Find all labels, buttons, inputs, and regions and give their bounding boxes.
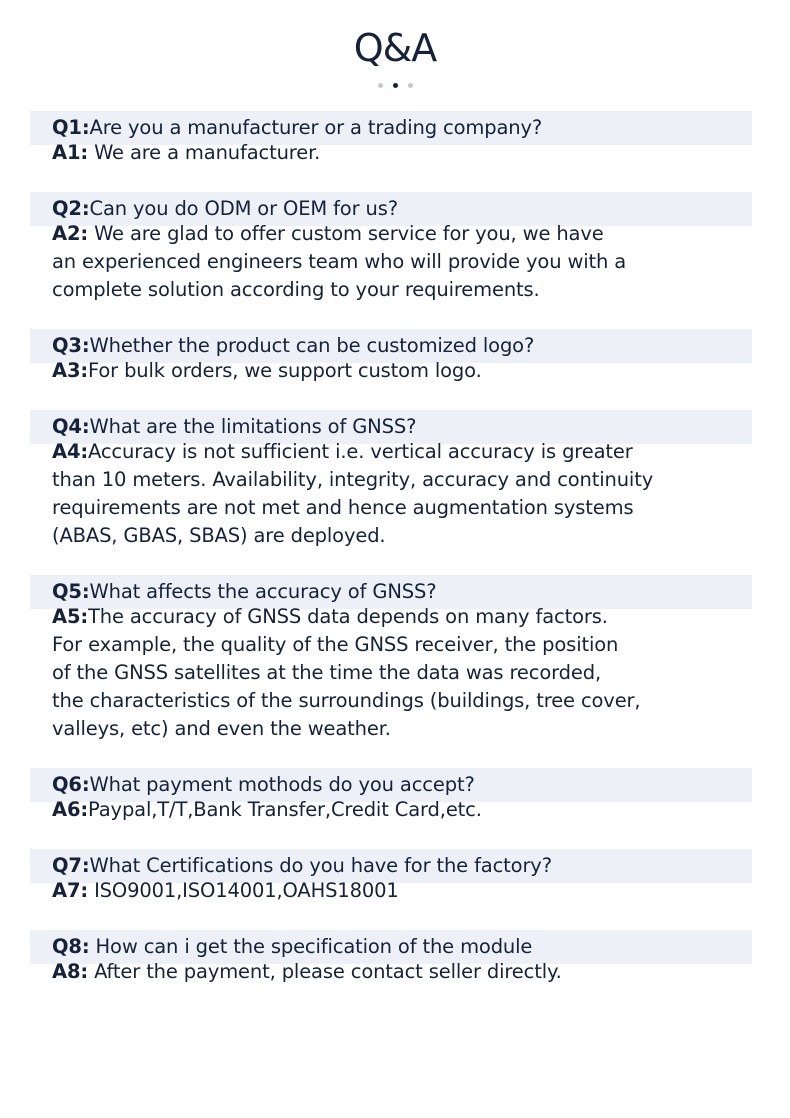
question-text: What Certifications do you have for the factory? xyxy=(89,854,552,877)
answer-text: We are a manufacturer. xyxy=(88,141,321,164)
answer-line xyxy=(52,715,752,743)
answer-text: For bulk orders, we support custom logo. xyxy=(88,359,482,382)
question-text: Can you do ODM or OEM for us? xyxy=(89,197,398,220)
faq-item xyxy=(30,768,752,824)
faq-item xyxy=(30,329,752,385)
faq-answer xyxy=(30,438,752,550)
faq-item xyxy=(30,849,752,905)
answer-text: The accuracy of GNSS data depends on many factors. xyxy=(88,605,608,628)
answer-text: the characteristics of the surroundings (buildings, tree cover, xyxy=(52,689,641,712)
answer-label: A1: xyxy=(52,141,89,164)
answer-line xyxy=(52,631,752,659)
question-label: Q3: xyxy=(52,334,90,357)
answer-text: an experienced engineers team who will provide you with a xyxy=(52,250,627,273)
question-text: What affects the accuracy of GNSS? xyxy=(89,580,437,603)
question-text: Whether the product can be customized logo? xyxy=(89,334,535,357)
question-text: What payment mothods do you accept? xyxy=(89,773,475,796)
faq-item xyxy=(30,410,752,550)
answer-label: A3: xyxy=(52,359,89,382)
answer-line xyxy=(52,357,752,385)
answer-text: of the GNSS satellites at the time the data was recorded, xyxy=(52,661,601,684)
question-label: Q6: xyxy=(52,773,90,796)
answer-line xyxy=(52,796,752,824)
question-label: Q4: xyxy=(52,415,90,438)
answer-text: (ABAS, GBAS, SBAS) are deployed. xyxy=(52,524,386,547)
answer-label: A5: xyxy=(52,605,89,628)
answer-text: We are glad to offer custom service for you, we have xyxy=(88,222,604,245)
question-label: Q8: xyxy=(52,935,90,958)
answer-label: A7: xyxy=(52,879,89,902)
answer-text: Paypal,T/T,Bank Transfer,Credit Card,etc. xyxy=(88,798,482,821)
question-text: What are the limitations of GNSS? xyxy=(89,415,417,438)
answer-text: Accuracy is not sufficient i.e. vertical accuracy is greater xyxy=(88,440,633,463)
answer-text: complete solution according to your requirements. xyxy=(52,278,540,301)
answer-text: valleys, etc) and even the weather. xyxy=(52,717,391,740)
question-label: Q2: xyxy=(52,197,90,220)
faq-list xyxy=(30,111,752,1011)
faq-item xyxy=(30,930,752,986)
answer-line xyxy=(52,248,752,276)
answer-line xyxy=(52,494,752,522)
carousel-dots xyxy=(0,83,790,88)
faq-answer xyxy=(30,220,752,304)
answer-label: A6: xyxy=(52,798,89,821)
answer-line xyxy=(52,659,752,687)
answer-text: After the payment, please contact seller directly. xyxy=(88,960,562,983)
answer-text: than 10 meters. Availability, integrity, accuracy and continuity xyxy=(52,468,654,491)
answer-label: A4: xyxy=(52,440,89,463)
faq-item xyxy=(30,111,752,167)
answer-line xyxy=(52,466,752,494)
faq-item xyxy=(30,192,752,304)
carousel-dot-active[interactable] xyxy=(393,83,398,88)
carousel-dot[interactable] xyxy=(408,83,413,88)
answer-line xyxy=(52,276,752,304)
question-label: Q1: xyxy=(52,116,90,139)
answer-line xyxy=(52,438,752,466)
faq-answer xyxy=(30,877,752,905)
question-label: Q7: xyxy=(52,854,90,877)
carousel-dot[interactable] xyxy=(378,83,383,88)
faq-answer xyxy=(30,958,752,986)
question-label: Q5: xyxy=(52,580,90,603)
answer-label: A2: xyxy=(52,222,89,245)
faq-answer xyxy=(30,603,752,743)
faq-answer xyxy=(30,796,752,824)
answer-text: For example, the quality of the GNSS receiver, the position xyxy=(52,633,619,656)
answer-label: A8: xyxy=(52,960,89,983)
faq-item xyxy=(30,575,752,743)
question-text: Are you a manufacturer or a trading company? xyxy=(89,116,543,139)
answer-text: ISO9001,ISO14001,OAHS18001 xyxy=(88,879,399,902)
answer-line xyxy=(52,687,752,715)
page-title: Q&A xyxy=(353,26,437,70)
answer-line xyxy=(52,220,752,248)
answer-line xyxy=(52,958,752,986)
question-text: How can i get the specification of the module xyxy=(89,935,533,958)
answer-line xyxy=(52,522,752,550)
answer-line xyxy=(52,603,752,631)
faq-answer xyxy=(30,357,752,385)
answer-text: requirements are not met and hence augmentation systems xyxy=(52,496,634,519)
